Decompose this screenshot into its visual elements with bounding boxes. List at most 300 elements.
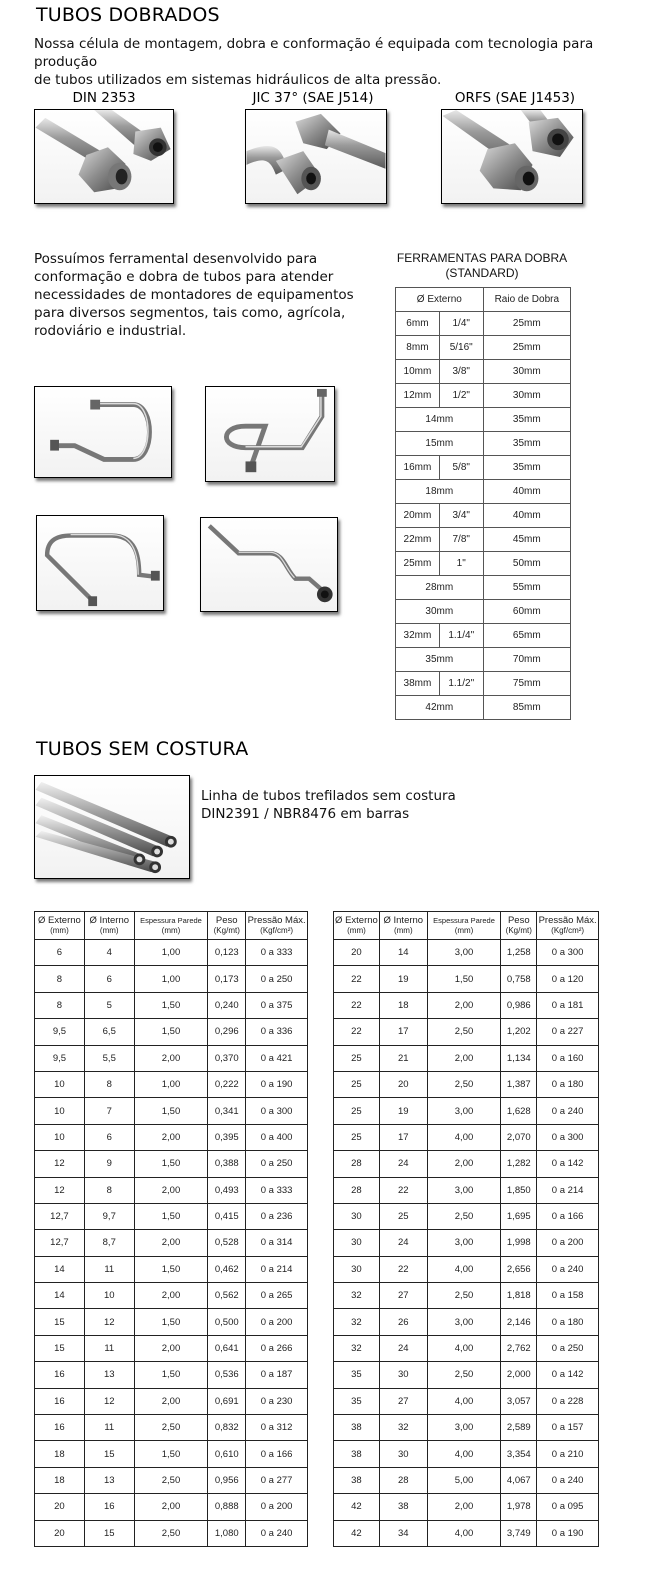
- spec-cell-pressure: 0 a 240: [537, 1467, 599, 1493]
- spec-header-weight: [501, 912, 537, 940]
- spec-cell-weight: 0,296: [208, 1019, 246, 1045]
- spec-cell-weight: 0,691: [208, 1388, 246, 1414]
- tools-cell-inch: 1.1/2": [439, 672, 483, 696]
- bent-tube-photo-3: [36, 515, 164, 611]
- spec-cell-od: 42: [334, 1520, 380, 1546]
- spec-cell-id: 6: [84, 966, 134, 992]
- spec-cell-pressure: 0 a 142: [537, 1151, 599, 1177]
- spec-cell-pressure: 0 a 312: [246, 1415, 308, 1441]
- spec-cell-weight: 0,493: [208, 1177, 246, 1203]
- tooling-line-4: para diversos segmentos, tais como, agrícola,: [34, 305, 346, 321]
- spec-cell-wall: 2,50: [134, 1520, 208, 1546]
- tools-cell-radius: 25mm: [483, 312, 570, 336]
- tools-row: [396, 504, 571, 528]
- tools-cell-radius: 30mm: [483, 360, 570, 384]
- tools-cell-inch: 5/8": [439, 456, 483, 480]
- spec-cell-weight: 1,695: [501, 1203, 537, 1229]
- spec-cell-od: 9,5: [35, 1019, 85, 1045]
- spec-cell-weight: 0,758: [501, 966, 537, 992]
- spec-cell-wall: 1,50: [134, 1019, 208, 1045]
- seamless-desc-line-2: DIN2391 / NBR8476 em barras: [201, 806, 410, 822]
- spec-row: [35, 1309, 308, 1335]
- spec-cell-wall: 2,00: [134, 1335, 208, 1361]
- spec-cell-pressure: 0 a 166: [246, 1441, 308, 1467]
- tooling-paragraph: [34, 250, 374, 340]
- spec-cell-id: 22: [379, 1256, 427, 1282]
- spec-row: [35, 1177, 308, 1203]
- spec-cell-wall: 1,50: [134, 1203, 208, 1229]
- spec-cell-id: 12: [84, 1309, 134, 1335]
- tools-row: [396, 432, 571, 456]
- spec-cell-wall: 4,00: [427, 1520, 501, 1546]
- spec-cell-weight: 0,341: [208, 1098, 246, 1124]
- spec-cell-od: 30: [334, 1203, 380, 1229]
- tools-cell-radius: 45mm: [483, 528, 570, 552]
- spec-cell-pressure: 0 a 095: [537, 1494, 599, 1520]
- spec-cell-wall: 1,50: [134, 1151, 208, 1177]
- tools-cell-radius: 35mm: [483, 432, 570, 456]
- tools-cell-mm: 28mm: [396, 576, 484, 600]
- spec-cell-id: 13: [84, 1362, 134, 1388]
- spec-row: [334, 1388, 599, 1414]
- intro-line-1: Nossa célula de montagem, dobra e conformação é equipada com tecnologia para produção: [34, 36, 594, 70]
- spec-cell-od: 32: [334, 1309, 380, 1335]
- spec-cell-od: 38: [334, 1415, 380, 1441]
- spec-row: [334, 1467, 599, 1493]
- spec-cell-wall: 2,50: [427, 1019, 501, 1045]
- spec-row: [334, 1071, 599, 1097]
- spec-cell-weight: 0,415: [208, 1203, 246, 1229]
- tools-row: [396, 648, 571, 672]
- tools-cell-inch: 3/4": [439, 504, 483, 528]
- spec-cell-pressure: 0 a 240: [246, 1520, 308, 1546]
- spec-cell-id: 8: [84, 1071, 134, 1097]
- tools-cell-mm: 42mm: [396, 696, 484, 720]
- spec-cell-pressure: 0 a 300: [246, 1098, 308, 1124]
- tools-cell-radius: 40mm: [483, 480, 570, 504]
- spec-cell-id: 8: [84, 1177, 134, 1203]
- spec-row: [334, 1256, 599, 1282]
- spec-cell-pressure: 0 a 236: [246, 1203, 308, 1229]
- spec-cell-od: 14: [35, 1283, 85, 1309]
- fitting-photo-jic: [245, 109, 387, 204]
- spec-row: [334, 1441, 599, 1467]
- tools-row: [396, 528, 571, 552]
- spec-cell-weight: 2,070: [501, 1124, 537, 1150]
- spec-cell-od: 35: [334, 1362, 380, 1388]
- spec-cell-pressure: 0 a 190: [537, 1520, 599, 1546]
- spec-cell-pressure: 0 a 160: [537, 1045, 599, 1071]
- spec-cell-pressure: 0 a 190: [246, 1071, 308, 1097]
- tools-header-diameter: Ø Externo: [396, 288, 484, 312]
- spec-cell-weight: 3,354: [501, 1441, 537, 1467]
- spec-row: [35, 1494, 308, 1520]
- spec-row: [35, 1124, 308, 1150]
- tools-cell-inch: 5/16": [439, 336, 483, 360]
- spec-cell-wall: 2,50: [427, 1071, 501, 1097]
- spec-cell-pressure: 0 a 333: [246, 940, 308, 966]
- spec-row: [35, 1098, 308, 1124]
- spec-cell-wall: 3,00: [427, 1177, 501, 1203]
- spec-cell-od: 10: [35, 1098, 85, 1124]
- spec-cell-pressure: 0 a 265: [246, 1283, 308, 1309]
- spec-cell-id: 13: [84, 1467, 134, 1493]
- tools-row: [396, 408, 571, 432]
- spec-header-wall-unit: (mm): [454, 925, 474, 935]
- tools-row: [396, 600, 571, 624]
- tools-cell-radius: 55mm: [483, 576, 570, 600]
- bent-tube-photo-4: [200, 517, 338, 612]
- tools-header-row: [396, 288, 571, 312]
- spec-row: [35, 1203, 308, 1229]
- spec-cell-id: 6,5: [84, 1019, 134, 1045]
- spec-cell-wall: 1,50: [427, 966, 501, 992]
- tooling-line-2: conformação e dobra de tubos para atender: [34, 269, 334, 285]
- spec-cell-wall: 2,00: [427, 992, 501, 1018]
- spec-cell-wall: 2,50: [427, 1203, 501, 1229]
- tools-cell-inch: 1/4": [439, 312, 483, 336]
- tools-row: [396, 336, 571, 360]
- spec-cell-weight: 1,202: [501, 1019, 537, 1045]
- spec-cell-weight: 2,146: [501, 1309, 537, 1335]
- spec-cell-pressure: 0 a 300: [537, 940, 599, 966]
- spec-cell-pressure: 0 a 142: [537, 1362, 599, 1388]
- spec-cell-pressure: 0 a 314: [246, 1230, 308, 1256]
- spec-cell-od: 9,5: [35, 1045, 85, 1071]
- spec-cell-od: 25: [334, 1071, 380, 1097]
- spec-row: [35, 1071, 308, 1097]
- tools-table-title: [392, 251, 572, 281]
- tools-cell-mm: 38mm: [396, 672, 440, 696]
- tools-cell-radius: 70mm: [483, 648, 570, 672]
- spec-header-id-name: Ø Interno: [89, 914, 130, 926]
- tools-title-line-2: (STANDARD): [445, 266, 519, 280]
- spec-cell-weight: 1,387: [501, 1071, 537, 1097]
- fitting-photo-din: [34, 109, 174, 204]
- spec-cell-wall: 2,00: [427, 1151, 501, 1177]
- spec-cell-weight: 1,134: [501, 1045, 537, 1071]
- bent-tube-photo-1: [34, 386, 172, 478]
- spec-cell-weight: 0,222: [208, 1071, 246, 1097]
- spec-cell-wall: 1,50: [134, 1362, 208, 1388]
- spec-header-pressure-unit: (Kgf/cm²): [260, 925, 294, 935]
- spec-cell-weight: 0,641: [208, 1335, 246, 1361]
- spec-cell-id: 24: [379, 1335, 427, 1361]
- spec-cell-weight: 2,656: [501, 1256, 537, 1282]
- tools-row: [396, 576, 571, 600]
- spec-row: [334, 1309, 599, 1335]
- spec-cell-pressure: 0 a 250: [246, 966, 308, 992]
- spec-cell-pressure: 0 a 214: [246, 1256, 308, 1282]
- spec-cell-pressure: 0 a 300: [537, 1124, 599, 1150]
- spec-cell-pressure: 0 a 375: [246, 992, 308, 1018]
- spec-cell-pressure: 0 a 336: [246, 1019, 308, 1045]
- spec-cell-pressure: 0 a 240: [537, 1098, 599, 1124]
- spec-cell-id: 27: [379, 1388, 427, 1414]
- spec-row: [35, 1388, 308, 1414]
- tools-cell-inch: 7/8": [439, 528, 483, 552]
- spec-cell-id: 15: [84, 1520, 134, 1546]
- spec-cell-pressure: 0 a 157: [537, 1415, 599, 1441]
- tools-cell-radius: 40mm: [483, 504, 570, 528]
- spec-cell-id: 24: [379, 1151, 427, 1177]
- tools-cell-mm: 30mm: [396, 600, 484, 624]
- spec-row: [35, 1335, 308, 1361]
- spec-header-pressure: [246, 912, 308, 940]
- spec-cell-id: 9: [84, 1151, 134, 1177]
- spec-cell-id: 19: [379, 966, 427, 992]
- spec-cell-id: 12: [84, 1388, 134, 1414]
- spec-cell-wall: 4,00: [427, 1388, 501, 1414]
- spec-cell-id: 26: [379, 1309, 427, 1335]
- spec-header-od: [35, 912, 85, 940]
- spec-cell-weight: 1,282: [501, 1151, 537, 1177]
- spec-cell-id: 5: [84, 992, 134, 1018]
- spec-cell-weight: 0,173: [208, 966, 246, 992]
- tools-row: [396, 696, 571, 720]
- spec-cell-od: 12,7: [35, 1230, 85, 1256]
- spec-cell-pressure: 0 a 120: [537, 966, 599, 992]
- spec-cell-wall: 3,00: [427, 1415, 501, 1441]
- section-title-tubos-sem-costura: TUBOS SEM COSTURA: [36, 738, 249, 760]
- spec-cell-wall: 2,00: [427, 1494, 501, 1520]
- section-title-tubos-dobrados: TUBOS DOBRADOS: [36, 4, 220, 26]
- spec-row: [334, 1494, 599, 1520]
- spec-cell-id: 32: [379, 1415, 427, 1441]
- spec-row: [334, 1098, 599, 1124]
- tools-cell-mm: 12mm: [396, 384, 440, 408]
- fitting-caption-jic: JIC 37° (SAE J514): [252, 90, 374, 106]
- tools-cell-mm: 10mm: [396, 360, 440, 384]
- spec-row: [334, 1045, 599, 1071]
- tools-cell-radius: 30mm: [483, 384, 570, 408]
- spec-cell-weight: 2,762: [501, 1335, 537, 1361]
- spec-cell-id: 18: [379, 992, 427, 1018]
- spec-cell-wall: 1,50: [134, 1309, 208, 1335]
- spec-cell-id: 17: [379, 1124, 427, 1150]
- spec-cell-id: 25: [379, 1203, 427, 1229]
- spec-cell-od: 32: [334, 1283, 380, 1309]
- tools-cell-radius: 75mm: [483, 672, 570, 696]
- tools-cell-mm: 22mm: [396, 528, 440, 552]
- spec-header-weight: [208, 912, 246, 940]
- spec-cell-id: 38: [379, 1494, 427, 1520]
- tools-cell-mm: 25mm: [396, 552, 440, 576]
- spec-row: [334, 1177, 599, 1203]
- spec-cell-weight: 1,850: [501, 1177, 537, 1203]
- tools-title-line-1: FERRAMENTAS PARA DOBRA: [396, 251, 568, 265]
- tools-row: [396, 384, 571, 408]
- spec-cell-weight: 1,628: [501, 1098, 537, 1124]
- spec-cell-od: 28: [334, 1151, 380, 1177]
- tools-cell-radius: 35mm: [483, 456, 570, 480]
- spec-row: [35, 992, 308, 1018]
- spec-header-id: [84, 912, 134, 940]
- tools-cell-mm: 8mm: [396, 336, 440, 360]
- spec-header-wall: [427, 912, 501, 940]
- spec-cell-od: 20: [35, 1494, 85, 1520]
- spec-row: [334, 1283, 599, 1309]
- spec-row: [334, 966, 599, 992]
- spec-cell-pressure: 0 a 250: [246, 1151, 308, 1177]
- tools-cell-radius: 25mm: [483, 336, 570, 360]
- spec-cell-id: 24: [379, 1230, 427, 1256]
- spec-cell-pressure: 0 a 180: [537, 1071, 599, 1097]
- spec-cell-weight: 0,888: [208, 1494, 246, 1520]
- spec-row: [334, 1415, 599, 1441]
- tools-table: [395, 287, 571, 720]
- spec-cell-wall: 1,50: [134, 992, 208, 1018]
- spec-cell-pressure: 0 a 158: [537, 1283, 599, 1309]
- spec-cell-pressure: 0 a 181: [537, 992, 599, 1018]
- spec-cell-pressure: 0 a 421: [246, 1045, 308, 1071]
- spec-cell-od: 25: [334, 1045, 380, 1071]
- spec-table-right: [333, 911, 599, 1547]
- spec-cell-id: 14: [379, 940, 427, 966]
- spec-cell-id: 19: [379, 1098, 427, 1124]
- spec-cell-id: 16: [84, 1494, 134, 1520]
- tools-row: [396, 552, 571, 576]
- spec-header-od-unit: (mm): [347, 925, 366, 935]
- spec-cell-od: 12: [35, 1177, 85, 1203]
- spec-cell-od: 15: [35, 1335, 85, 1361]
- fitting-caption-orfs: ORFS (SAE J1453): [454, 90, 576, 106]
- spec-cell-weight: 1,258: [501, 940, 537, 966]
- spec-row: [334, 1362, 599, 1388]
- spec-cell-weight: 0,240: [208, 992, 246, 1018]
- tools-cell-radius: 50mm: [483, 552, 570, 576]
- spec-cell-od: 22: [334, 992, 380, 1018]
- spec-cell-wall: 3,00: [427, 1230, 501, 1256]
- tools-row: [396, 456, 571, 480]
- tools-cell-radius: 35mm: [483, 408, 570, 432]
- spec-cell-wall: 1,00: [134, 966, 208, 992]
- tools-cell-inch: 3/8": [439, 360, 483, 384]
- spec-cell-id: 20: [379, 1071, 427, 1097]
- spec-cell-od: 38: [334, 1467, 380, 1493]
- spec-header-pressure: [537, 912, 599, 940]
- spec-cell-od: 16: [35, 1415, 85, 1441]
- spec-row: [334, 992, 599, 1018]
- spec-cell-wall: 4,00: [427, 1441, 501, 1467]
- spec-row: [334, 1335, 599, 1361]
- spec-cell-pressure: 0 a 240: [537, 1256, 599, 1282]
- spec-header-id-unit: (mm): [393, 925, 413, 935]
- spec-cell-weight: 0,610: [208, 1441, 246, 1467]
- spec-cell-od: 38: [334, 1441, 380, 1467]
- spec-row: [35, 1283, 308, 1309]
- spec-cell-od: 14: [35, 1256, 85, 1282]
- spec-cell-id: 9,7: [84, 1203, 134, 1229]
- seamless-tubes-photo: [34, 775, 190, 879]
- tools-cell-inch: 1.1/4": [439, 624, 483, 648]
- spec-row: [334, 1520, 599, 1546]
- spec-cell-wall: 4,00: [427, 1124, 501, 1150]
- spec-cell-od: 8: [35, 966, 85, 992]
- tools-cell-mm: 6mm: [396, 312, 440, 336]
- tools-cell-mm: 15mm: [396, 432, 484, 456]
- spec-row: [334, 1230, 599, 1256]
- spec-cell-pressure: 0 a 200: [246, 1494, 308, 1520]
- tools-cell-mm: 18mm: [396, 480, 484, 504]
- spec-cell-od: 25: [334, 1098, 380, 1124]
- spec-cell-weight: 0,528: [208, 1230, 246, 1256]
- spec-cell-wall: 2,00: [134, 1388, 208, 1414]
- spec-cell-pressure: 0 a 200: [246, 1309, 308, 1335]
- tools-row: [396, 312, 571, 336]
- tools-header-radius: Raio de Dobra: [483, 288, 570, 312]
- tools-row: [396, 672, 571, 696]
- spec-cell-pressure: 0 a 250: [537, 1335, 599, 1361]
- spec-cell-pressure: 0 a 277: [246, 1467, 308, 1493]
- spec-cell-wall: 1,00: [134, 1071, 208, 1097]
- spec-cell-od: 25: [334, 1124, 380, 1150]
- spec-cell-id: 15: [84, 1441, 134, 1467]
- spec-cell-pressure: 0 a 333: [246, 1177, 308, 1203]
- spec-cell-wall: 3,00: [427, 940, 501, 966]
- spec-cell-od: 10: [35, 1124, 85, 1150]
- spec-row: [334, 1203, 599, 1229]
- spec-cell-od: 35: [334, 1388, 380, 1414]
- spec-row: [35, 1467, 308, 1493]
- spec-row: [334, 1151, 599, 1177]
- spec-cell-id: 11: [84, 1415, 134, 1441]
- spec-row: [35, 1441, 308, 1467]
- fitting-caption-din: DIN 2353: [72, 90, 136, 106]
- spec-cell-wall: 2,00: [134, 1177, 208, 1203]
- tools-row: [396, 624, 571, 648]
- spec-cell-pressure: 0 a 214: [537, 1177, 599, 1203]
- spec-cell-wall: 1,50: [134, 1098, 208, 1124]
- spec-cell-weight: 1,998: [501, 1230, 537, 1256]
- spec-row: [35, 1520, 308, 1546]
- spec-header-wall-name: Espessura Parede: [140, 915, 202, 925]
- fitting-photo-orfs: [441, 109, 583, 204]
- spec-cell-pressure: 0 a 230: [246, 1388, 308, 1414]
- spec-cell-wall: 2,00: [134, 1230, 208, 1256]
- tools-cell-mm: 32mm: [396, 624, 440, 648]
- spec-header-wall-name: Espessura Parede: [433, 915, 495, 925]
- tooling-line-5: rodoviário e industrial.: [34, 323, 187, 339]
- spec-header-pressure-unit: (Kgf/cm²): [551, 925, 585, 935]
- spec-cell-wall: 2,00: [134, 1124, 208, 1150]
- spec-cell-pressure: 0 a 227: [537, 1019, 599, 1045]
- spec-cell-weight: 0,370: [208, 1045, 246, 1071]
- spec-header-od-name: Ø Externo: [38, 914, 81, 926]
- tools-cell-mm: 20mm: [396, 504, 440, 528]
- spec-header-wall-unit: (mm): [161, 925, 181, 935]
- spec-header-row: [334, 912, 599, 940]
- tools-cell-radius: 65mm: [483, 624, 570, 648]
- spec-row: [35, 1019, 308, 1045]
- spec-cell-weight: 0,956: [208, 1467, 246, 1493]
- spec-cell-wall: 2,00: [134, 1283, 208, 1309]
- spec-cell-weight: 0,123: [208, 940, 246, 966]
- spec-header-weight-name: Peso: [215, 914, 238, 926]
- spec-row: [35, 966, 308, 992]
- intro-line-2: de tubos utilizados em sistemas hidráulicos de alta pressão.: [34, 72, 442, 88]
- tools-cell-inch: 1/2": [439, 384, 483, 408]
- spec-header-od-unit: (mm): [50, 925, 69, 935]
- spec-cell-weight: 0,395: [208, 1124, 246, 1150]
- seamless-desc-line-1: Linha de tubos trefilados sem costura: [201, 788, 456, 804]
- spec-cell-od: 22: [334, 1019, 380, 1045]
- spec-header-id-name: Ø Interno: [383, 914, 424, 926]
- tooling-line-3: necessidades de montadores de equipamentos: [34, 287, 354, 303]
- spec-header-pressure-name: Pressão Máx.: [247, 914, 306, 926]
- spec-cell-weight: 4,067: [501, 1467, 537, 1493]
- spec-cell-od: 32: [334, 1335, 380, 1361]
